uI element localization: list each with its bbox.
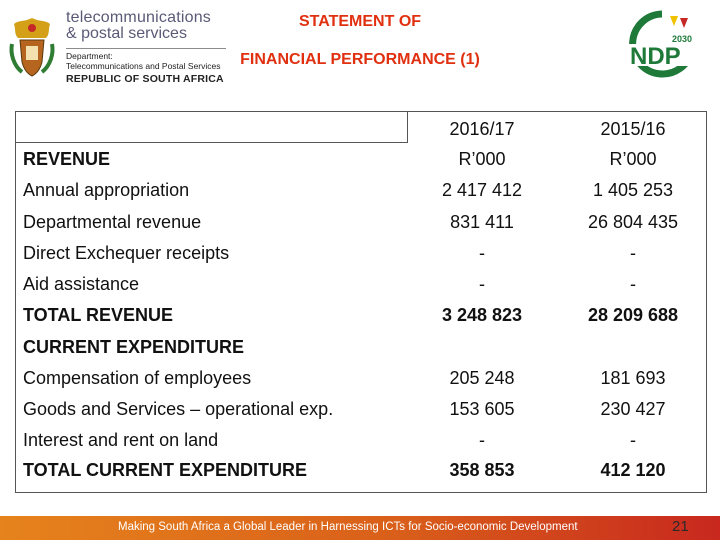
value-total-revenue-2015-16: 28 209 688	[587, 305, 679, 325]
footer-bar	[0, 516, 720, 540]
row-label-interest-and-rent: Interest and rent on land	[23, 430, 219, 450]
brand-line-1: telecommunications	[66, 9, 211, 26]
department-logo	[6, 8, 251, 88]
unit-2015-16: R’000	[609, 149, 657, 169]
unit-2016-17: R’000	[458, 149, 506, 169]
department-label: Department:	[66, 51, 113, 61]
brand-divider	[66, 48, 226, 49]
value-departmental-revenue-2016-17: 831 411	[450, 212, 514, 232]
financial-performance-table	[15, 111, 707, 493]
row-label-departmental-revenue: Departmental revenue	[23, 212, 202, 232]
coat-of-arms-icon	[6, 14, 58, 78]
value-total-current-expenditure-2016-17: 358 853	[449, 460, 515, 480]
column-header-2016-17: 2016/17	[449, 119, 515, 139]
row-label-current-expenditure: CURRENT EXPENDITURE	[23, 337, 245, 357]
value-compensation-2015-16: 181 693	[600, 368, 666, 388]
value-interest-and-rent-2016-17: -	[479, 430, 485, 450]
value-direct-exchequer-2015-16: -	[630, 243, 636, 263]
value-direct-exchequer-2016-17: -	[479, 243, 485, 263]
page-title-line-1: STATEMENT OF	[298, 13, 422, 30]
row-label-total-current-expenditure: TOTAL CURRENT EXPENDITURE	[23, 460, 308, 480]
ndp-logo-year: 2030	[672, 34, 693, 44]
footer-slogan: Making South Africa a Global Leader in Harnessing ICTs for Socio-economic Development	[118, 521, 578, 533]
row-label-revenue: REVENUE	[23, 149, 111, 169]
page-title-line-2: FINANCIAL PERFORMANCE (1)	[240, 51, 480, 68]
value-aid-assistance-2015-16: -	[630, 274, 636, 294]
value-departmental-revenue-2015-16: 26 804 435	[587, 212, 679, 232]
country-name: REPUBLIC OF SOUTH AFRICA	[66, 73, 224, 85]
row-label-goods-and-services: Goods and Services – operational exp.	[23, 399, 334, 419]
row-label-aid-assistance: Aid assistance	[23, 274, 140, 294]
value-goods-and-services-2016-17: 153 605	[449, 399, 515, 419]
value-total-current-expenditure-2015-16: 412 120	[600, 460, 666, 480]
column-header-2015-16: 2015/16	[600, 119, 666, 139]
ndp-logo-icon	[622, 10, 702, 80]
ndp-logo-text: NDP	[630, 43, 681, 70]
page-number: 21	[672, 518, 689, 535]
value-goods-and-services-2015-16: 230 427	[600, 399, 666, 419]
value-aid-assistance-2016-17: -	[479, 274, 485, 294]
value-interest-and-rent-2015-16: -	[630, 430, 636, 450]
value-annual-appropriation-2016-17: 2 417 412	[441, 180, 523, 200]
value-total-revenue-2016-17: 3 248 823	[441, 305, 523, 325]
row-label-direct-exchequer-receipts: Direct Exchequer receipts	[23, 243, 230, 263]
row-label-total-revenue: TOTAL REVENUE	[23, 305, 174, 325]
row-label-compensation-of-employees: Compensation of employees	[23, 368, 252, 388]
value-annual-appropriation-2015-16: 1 405 253	[592, 180, 674, 200]
table-header-divider	[16, 112, 408, 143]
department-name: Telecommunications and Postal Services	[66, 61, 221, 71]
value-compensation-2016-17: 205 248	[449, 368, 515, 388]
brand-line-2: & postal services	[66, 25, 187, 42]
row-label-annual-appropriation: Annual appropriation	[23, 180, 190, 200]
